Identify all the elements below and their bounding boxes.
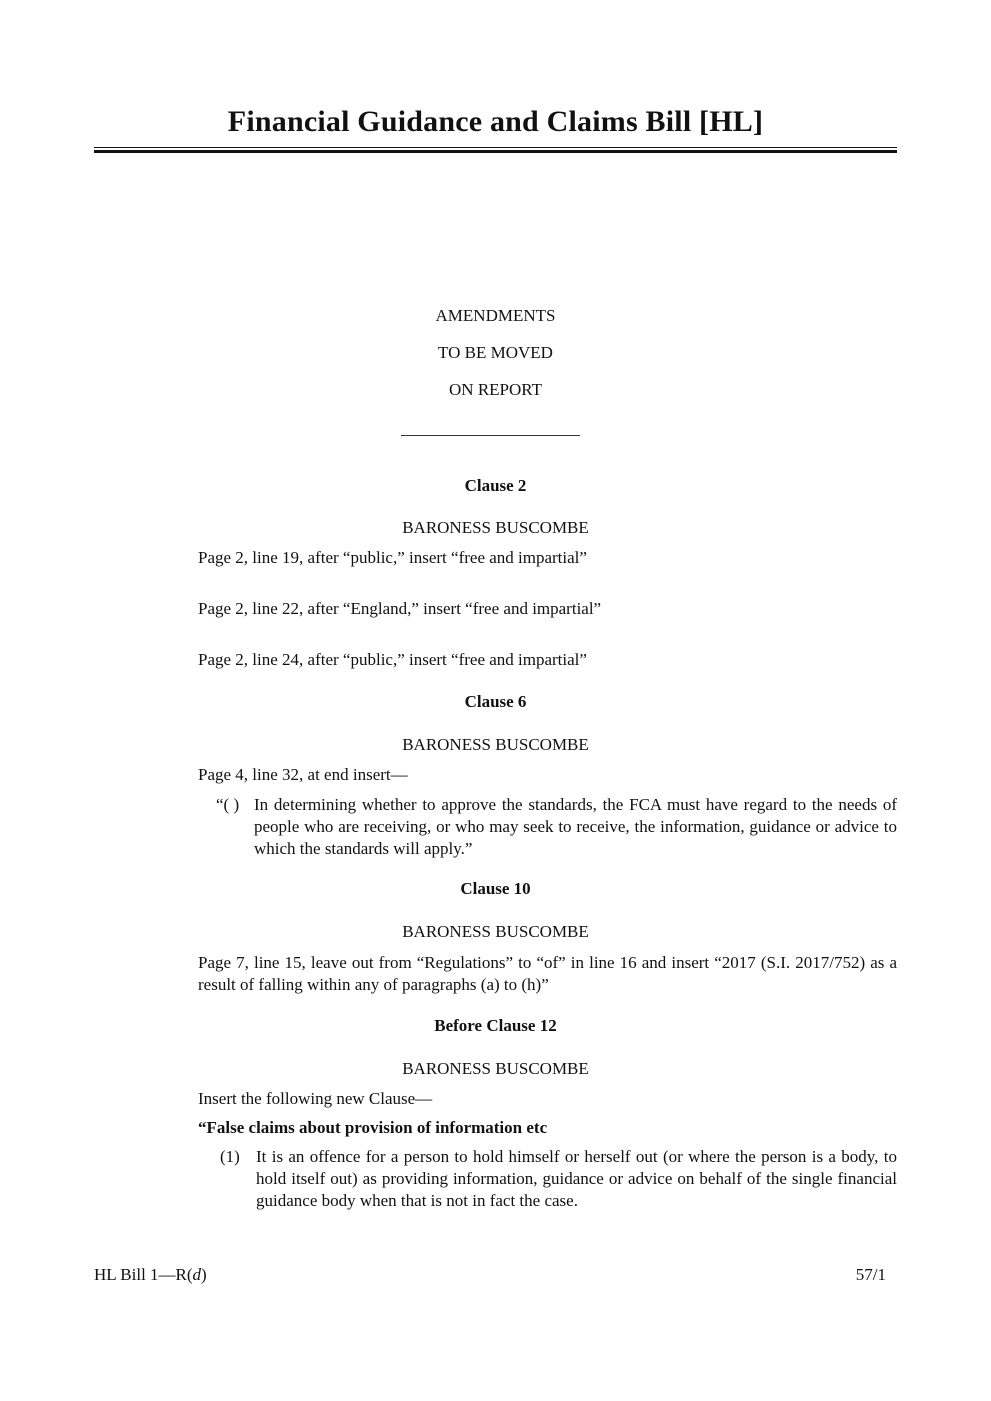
bill-ref-letter: d — [192, 1265, 202, 1284]
clause-heading: Before Clause 12 — [434, 1016, 557, 1035]
subsection-number: (1) — [220, 1147, 240, 1166]
clause-heading: Clause 6 — [464, 692, 527, 711]
new-clause-title: “False claims about provision of information etc — [198, 1118, 548, 1137]
new-clause-subsection — [220, 1146, 897, 1212]
member-name: BARONESS BUSCOMBE — [402, 735, 589, 754]
section-divider — [401, 435, 580, 436]
heading-on-report: ON REPORT — [449, 380, 542, 399]
subsection-text: In determining whether to approve the standards, the FCA must have regard to the needs of people who are receiving, or who may seek to receive, the information, guidance or advice to which the standards will apply.” — [254, 795, 897, 858]
amendment-instruction: Insert the following new Clause— — [198, 1089, 433, 1108]
clause-heading: Clause 2 — [464, 476, 527, 495]
document-title: Financial Guidance and Claims Bill [HL] — [227, 105, 764, 138]
clause-heading: Clause 10 — [460, 879, 531, 898]
heading-to-be-moved: TO BE MOVED — [438, 343, 553, 362]
amendment-instruction: Page 4, line 32, at end insert— — [198, 765, 408, 784]
bill-ref-suffix: ) — [201, 1265, 207, 1284]
amendment-text: Page 7, line 15, leave out from “Regulations” to “of” in line 16 and insert “2017 (S.I. 2017/752) as a result of falling within any of paragraphs (a) to (h)” — [198, 953, 897, 994]
subsection-text: It is an offence for a person to hold himself or herself out (or where the person is a body, to hold itself out) as providing information, guidance or advice on behalf of the single financial guidance body when that is not in fact the case. — [256, 1147, 897, 1210]
title-rule-thin — [94, 147, 897, 148]
heading-amendments: AMENDMENTS — [435, 306, 556, 325]
amendment-text: Page 2, line 24, after “public,” insert “free and impartial” — [198, 650, 587, 669]
member-name: BARONESS BUSCOMBE — [402, 1059, 589, 1078]
member-name: BARONESS BUSCOMBE — [402, 518, 589, 537]
bill-reference — [94, 1265, 207, 1285]
subsection-number: “( ) — [216, 795, 240, 814]
title-rule-thick — [94, 150, 897, 153]
bill-ref-prefix: HL Bill 1—R( — [94, 1265, 193, 1284]
member-name: BARONESS BUSCOMBE — [402, 922, 589, 941]
inserted-subsection — [216, 794, 897, 860]
amendment-text: Page 2, line 22, after “England,” insert “free and impartial” — [198, 599, 602, 618]
page-reference: 57/1 — [855, 1265, 886, 1284]
amendment-text: Page 2, line 19, after “public,” insert “free and impartial” — [198, 548, 587, 567]
